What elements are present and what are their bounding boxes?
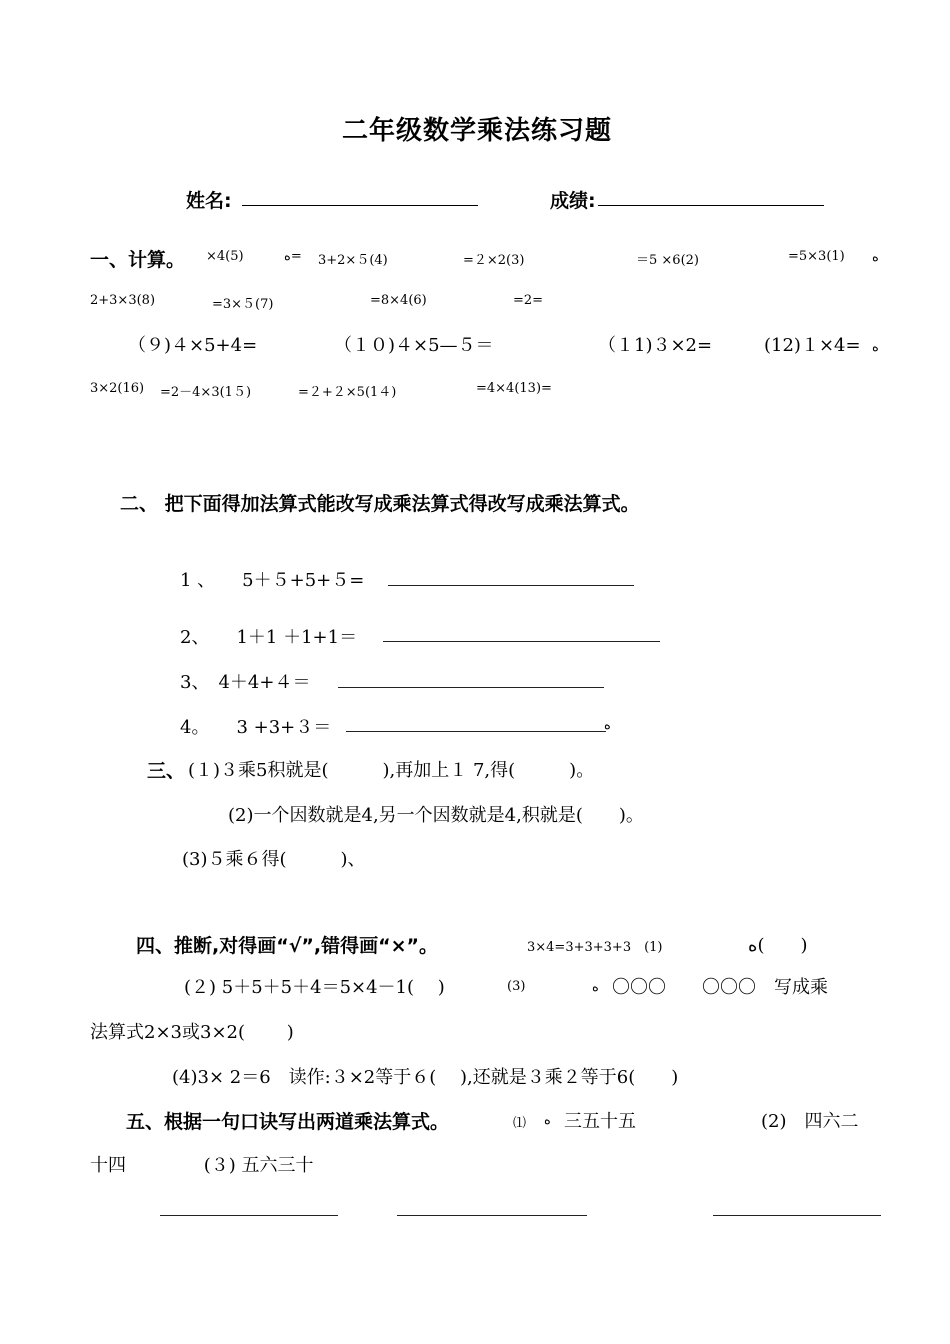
s5-item: 十四 (３) 五六三十 [90,1155,314,1176]
s2-item: 2、 1＋1 ＋1+1＝ [180,627,358,648]
s1-item: (12)１×4= [764,335,861,356]
s3-question: (１)３乘5积就是( ),再加上１ 7,得( )。 [188,760,595,781]
s1-item: （１０)４×5—５＝ [334,335,494,356]
answer-blank[interactable] [346,731,606,732]
answer-blank[interactable] [383,641,660,642]
page-title: 二年级数学乘法练习题 [342,116,613,146]
s4-item: 〇〇〇 〇〇〇 写成乘 [612,977,828,998]
score-blank[interactable] [598,205,824,206]
s1-item: 3+2×５(4) [318,253,388,268]
score-label: 成绩: [550,190,596,212]
section1-heading: 一、计算。 [90,249,186,271]
s1-item: =２+２×5(1４) [298,385,397,400]
s1-item: =２×2(3) [463,253,525,268]
s1-item: =2= [513,293,544,308]
name-label: 姓名: [186,190,232,212]
answer-blank[interactable] [397,1215,587,1216]
s5-item: 三五十五 [564,1111,636,1132]
s2-item: 1 、 5＋５+5+５= [180,570,365,591]
name-blank[interactable] [242,205,478,206]
s1-item: =2－4×3(1５) [160,385,252,400]
s4-item: 3×4=3+3+3+3 (1) [527,940,663,955]
section4-heading: 四、推断,对得画“√”,错得画“×”。 [136,935,438,957]
section3-heading: 三、 [147,760,186,782]
s4-item: 法算式2×3或3×2( ) [90,1022,294,1043]
s2-item: 3、 4＋4+４＝ [180,672,311,693]
s1-item: 3×2(16) [90,381,145,396]
s1-item: ×4(5) [206,249,244,264]
s1-item: （９)４×5+4= [128,335,258,356]
s2-item: 4。 3 +3+３＝ [180,717,332,738]
s1-item: =8×4(6) [370,293,427,308]
s4-item: (4)3× 2＝6 读作:３×2等于６( ),还就是３乘２等于6( ) [172,1067,679,1088]
answer-blank[interactable] [338,687,604,688]
s1-mark: ﻩ [872,340,879,355]
answer-blank[interactable] [388,585,634,586]
s2-mark: ﻩ [604,718,611,733]
s1-item: =3×５(7) [212,297,274,312]
s4-mark: ﻩ [592,980,599,995]
s1-item: （１1)３×2= [598,335,713,356]
s3-question: (3)５乘６得( )、 [182,849,366,870]
s1-item: =5×3(1) [788,249,845,264]
s1-item: 2+3×3(8) [90,293,156,308]
s1-mark: ﻩ [872,250,879,265]
s1-item: ＝5 ×6(2) [636,253,699,268]
s4-item: (3) [507,979,526,994]
s5-item: (2) 四六二 [761,1111,859,1132]
s1-mark: ﻩ= [284,249,302,264]
answer-blank[interactable] [160,1215,338,1216]
s4-item: (２) 5＋5＋5＋4＝5×4－1( ) [184,977,445,998]
section2-heading: 二、 把下面得加法算式能改写成乘法算式得改写成乘法算式。 [120,493,640,515]
s5-mark: ﻩ [544,1113,551,1128]
answer-blank[interactable] [713,1215,881,1216]
s1-item: =4×4(13)= [476,381,552,396]
s4-item: ﻩ( ) [748,935,808,956]
section5-heading: 五、根据一句口诀写出两道乘法算式。 [126,1111,450,1133]
s3-question: (2)一个因数就是4,另一个因数就是4,积就是( )。 [228,805,644,826]
s5-item: ⑴ [513,1116,527,1131]
